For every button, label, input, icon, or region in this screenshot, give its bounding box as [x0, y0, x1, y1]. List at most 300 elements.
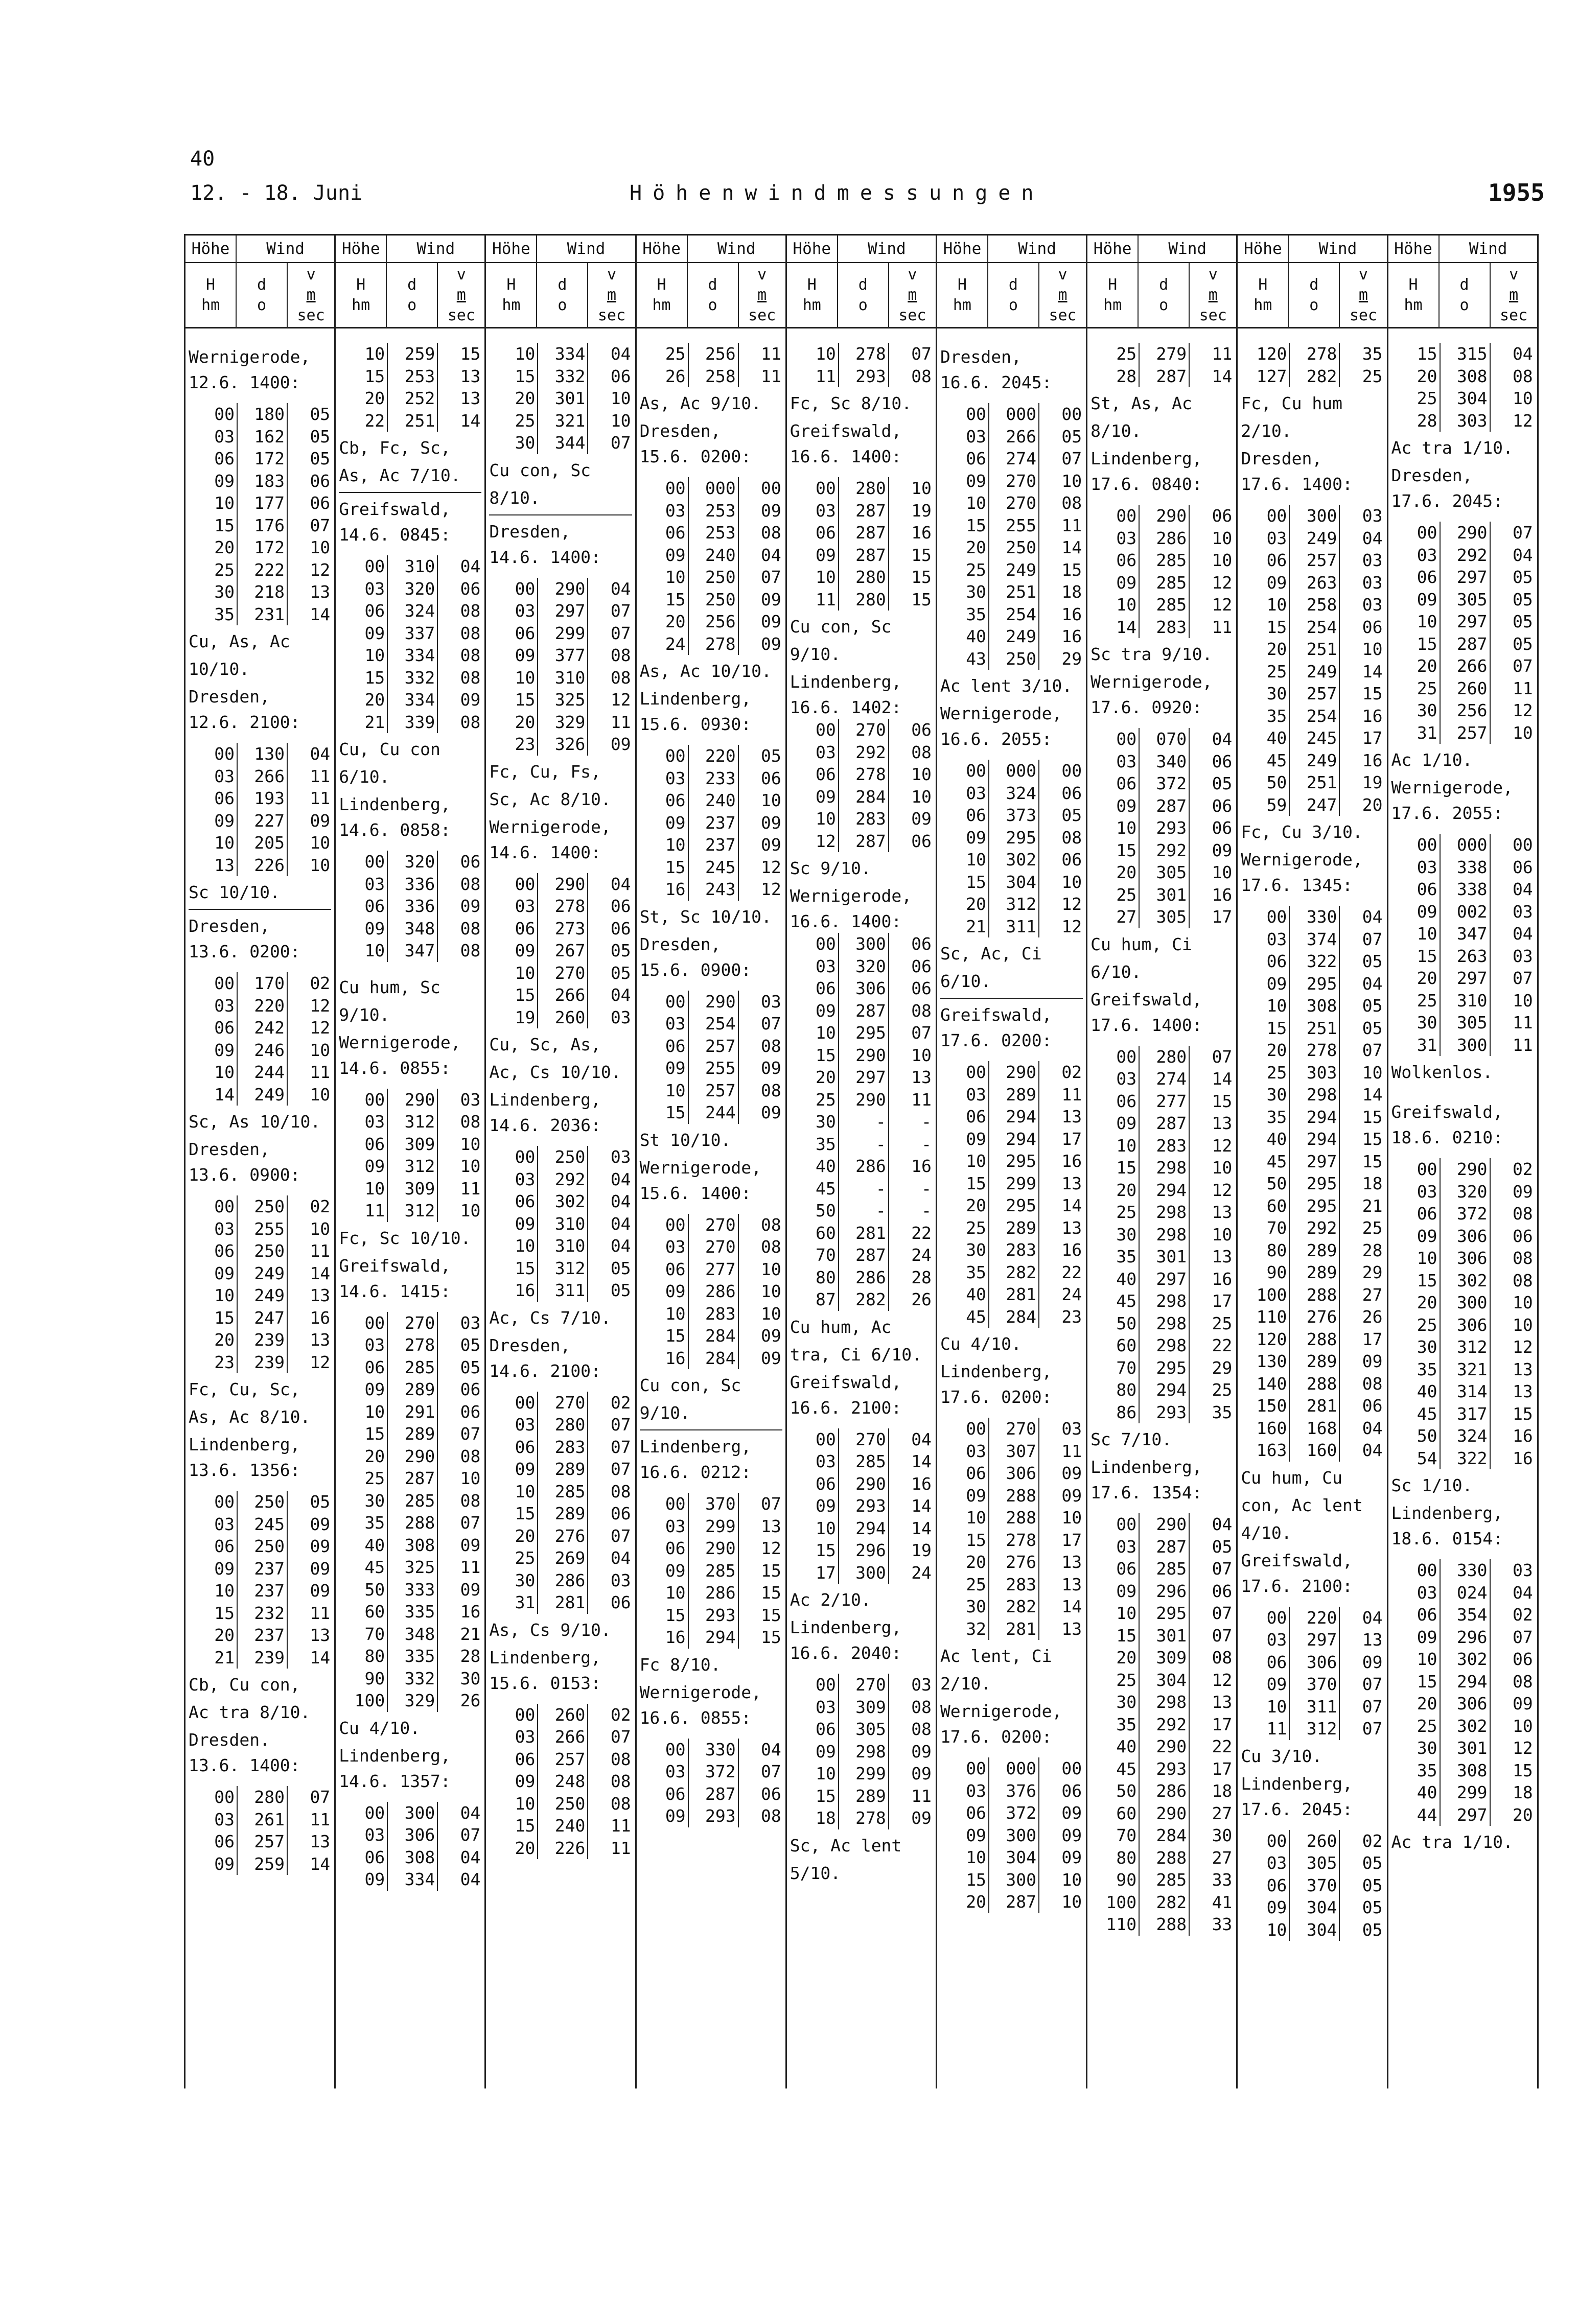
table-row [1087, 1135, 1236, 1157]
direction-cell: 290 [1441, 1158, 1491, 1181]
height-cell: 10 [1388, 611, 1441, 633]
table-row [937, 536, 1086, 559]
direction-cell: 290 [1140, 1802, 1190, 1825]
weather-note: Cu 4/10. [339, 1718, 421, 1738]
section-divider [189, 909, 331, 910]
table-row [486, 1569, 635, 1592]
table-row [1238, 1284, 1386, 1306]
height-cell: 25 [937, 1217, 989, 1239]
speed-cell: 28 [460, 1646, 481, 1666]
direction-cell: 256 [689, 611, 739, 633]
table-row [336, 387, 484, 410]
direction-cell: 293 [1140, 1401, 1190, 1424]
table-row [336, 667, 484, 689]
direction-cell: 309 [1140, 1647, 1190, 1669]
table-row [637, 1582, 785, 1604]
station-label: 12.6. 1400: [189, 372, 300, 392]
speed-cell: 14 [310, 1263, 331, 1283]
speed-cell: 04 [1212, 729, 1233, 749]
height-cell: 10 [937, 1846, 989, 1869]
speed-cell: 08 [761, 1036, 781, 1056]
direction-cell: 372 [689, 1760, 739, 1783]
d-symbol: d [1159, 275, 1169, 294]
speed-cell: 10 [1212, 1158, 1233, 1178]
table-row [486, 1837, 635, 1860]
section-divider [940, 998, 1083, 999]
v-unit-num: m [908, 286, 917, 304]
height-cell: 03 [637, 1013, 689, 1035]
table-row [1238, 794, 1386, 816]
speed-cell: 25 [1212, 1313, 1233, 1333]
hoehe-label: Höhe [1087, 236, 1139, 262]
table-row [937, 470, 1086, 492]
column-body [185, 328, 334, 1875]
speed-cell: 10 [1512, 1716, 1533, 1736]
height-cell: 00 [1238, 1607, 1290, 1629]
direction-cell: 297 [1441, 611, 1491, 633]
height-cell: 25 [185, 559, 238, 581]
height-cell: 10 [937, 1150, 989, 1172]
direction-cell: 254 [1290, 705, 1340, 727]
height-cell: 35 [1238, 705, 1290, 727]
direction-cell: 249 [1290, 749, 1340, 772]
direction-cell: 270 [989, 492, 1039, 514]
height-cell: 15 [1388, 945, 1441, 968]
height-cell: 35 [336, 1512, 388, 1534]
station-label: 16.6. 2055: [940, 729, 1052, 749]
column-body [1238, 328, 1386, 1941]
station-label: Dresden, [189, 687, 270, 707]
station-label: 16.6. 2045: [940, 372, 1052, 392]
table-row [185, 743, 334, 765]
height-cell: 00 [937, 1061, 989, 1084]
table-row [1388, 1314, 1537, 1336]
direction-cell: 289 [538, 1503, 588, 1525]
height-cell: 35 [1388, 1759, 1441, 1782]
speed-cell: 07 [911, 1023, 932, 1043]
speed-cell: 25 [1362, 366, 1383, 386]
direction-cell: 305 [1290, 1852, 1340, 1874]
table-row [1388, 343, 1537, 365]
direction-cell: 258 [1290, 594, 1340, 616]
spacer [336, 1303, 484, 1312]
table-row [637, 477, 785, 500]
d-symbol: d [558, 275, 567, 294]
table-row [1388, 1559, 1537, 1582]
height-cell: 127 [1238, 365, 1290, 388]
table-row [486, 895, 635, 918]
v-symbol: v [306, 265, 316, 284]
table-row [1388, 1225, 1537, 1248]
direction-cell: 330 [689, 1739, 739, 1761]
height-cell: 03 [1087, 1536, 1140, 1558]
height-cell: 30 [336, 1490, 388, 1512]
speed-cell: 14 [460, 410, 481, 431]
station-label: 16.6. 1402: [790, 697, 902, 717]
speed-cell: 21 [460, 1624, 481, 1644]
measurement-rows [1238, 505, 1386, 816]
direction-cell: 339 [388, 711, 438, 734]
station-label: Wernigerode, [639, 1157, 761, 1178]
direction-cell: 289 [538, 1458, 588, 1481]
table-row [1087, 1246, 1236, 1268]
table-row [1087, 1513, 1236, 1536]
table-row [937, 1084, 1086, 1106]
speed-cell: 09 [1362, 1652, 1383, 1672]
table-row [1238, 1718, 1386, 1740]
measurement-rows [1388, 522, 1537, 744]
speed-cell: 11 [761, 344, 781, 364]
table-row [787, 1539, 936, 1562]
wind-label: Wind [1018, 240, 1056, 258]
direction-cell: 304 [1290, 1896, 1340, 1919]
height-cell: 44 [1388, 1804, 1441, 1826]
d-unit: o [1309, 296, 1319, 314]
speed-cell: 09 [460, 896, 481, 916]
speed-cell: 06 [1212, 506, 1233, 526]
speed-cell: 08 [460, 874, 481, 894]
height-cell: 100 [1238, 1284, 1290, 1306]
height-cell: 14 [1087, 616, 1140, 639]
direction-cell: 299 [538, 622, 588, 645]
height-cell: 06 [336, 895, 388, 918]
direction-cell: 309 [388, 1133, 438, 1156]
height-cell: 20 [1388, 967, 1441, 990]
speed-cell: 18 [1061, 582, 1082, 602]
height-cell: 35 [1087, 1713, 1140, 1736]
speed-cell: 09 [1061, 1463, 1082, 1483]
speed-cell: 10 [1212, 1224, 1233, 1245]
speed-cell: 08 [610, 1481, 631, 1501]
table-row [787, 1066, 936, 1089]
column-body [1087, 328, 1236, 1936]
table-row [486, 689, 635, 711]
height-cell: 15 [1087, 1157, 1140, 1179]
wind-label: Wind [416, 240, 455, 258]
direction-cell: 282 [989, 1595, 1039, 1618]
table-row [937, 893, 1086, 915]
spacer [1388, 1149, 1537, 1158]
direction-cell: 276 [1290, 1306, 1340, 1328]
direction-cell: 282 [1290, 365, 1340, 388]
direction-cell: 288 [1140, 1847, 1190, 1869]
height-cell: 06 [1087, 1558, 1140, 1580]
height-cell: 11 [1238, 1718, 1290, 1740]
direction-cell: 308 [1441, 1759, 1491, 1782]
table-row [1388, 1759, 1537, 1782]
table-row [1238, 1151, 1386, 1173]
table-row [336, 1467, 484, 1490]
height-cell: 10 [787, 808, 839, 830]
measurement-rows [787, 343, 936, 387]
speed-cell: 07 [1362, 929, 1383, 949]
direction-cell: 370 [689, 1493, 739, 1515]
table-row [1388, 990, 1537, 1012]
height-cell: 35 [1087, 1246, 1140, 1268]
height-cell: 03 [937, 1084, 989, 1106]
station-label: Wernigerode, [489, 816, 611, 837]
speed-cell: 05 [1362, 951, 1383, 971]
speed-cell: 09 [1061, 1825, 1082, 1845]
weather-note: Fc, Sc 10/10. [339, 1228, 471, 1248]
direction-cell: 000 [1441, 834, 1491, 856]
height-cell: 13 [185, 854, 238, 877]
table-row [185, 1786, 334, 1809]
direction-cell: 297 [538, 600, 588, 622]
speed-cell: 12 [610, 690, 631, 710]
height-cell: 40 [1388, 1781, 1441, 1804]
station-label: 17.6. 0200: [940, 1030, 1052, 1050]
height-cell: 20 [336, 689, 388, 711]
direction-cell: 333 [388, 1579, 438, 1601]
table-row [937, 1061, 1086, 1084]
table-row [1087, 1201, 1236, 1224]
table-row [787, 1133, 936, 1156]
height-cell: 06 [1388, 878, 1441, 901]
direction-cell: 287 [689, 1783, 739, 1805]
table-row [1388, 1781, 1537, 1804]
direction-cell: 250 [538, 1146, 588, 1168]
table-row [937, 1194, 1086, 1217]
speed-cell: 02 [310, 1196, 331, 1216]
direction-cell: 277 [689, 1258, 739, 1281]
speed-cell: 04 [1362, 907, 1383, 927]
height-cell: 35 [1238, 1106, 1290, 1129]
direction-cell: 300 [1290, 505, 1340, 527]
speed-cell: 17 [1362, 1329, 1383, 1349]
table-row [1238, 928, 1386, 951]
height-cell: 00 [336, 555, 388, 578]
direction-cell: 257 [689, 1079, 739, 1102]
h-unit: hm [953, 296, 971, 314]
table-row [937, 514, 1086, 537]
height-cell: 00 [1087, 1513, 1140, 1536]
direction-cell: 314 [1441, 1380, 1491, 1403]
speed-cell: 09 [1512, 1181, 1533, 1202]
table-row [937, 1128, 1086, 1151]
direction-cell: 348 [388, 1623, 438, 1646]
direction-cell: 301 [1441, 1737, 1491, 1759]
table-row [1087, 1046, 1236, 1068]
height-cell: 06 [787, 977, 839, 1000]
direction-cell: 280 [1140, 1046, 1190, 1068]
wind-label: Wind [567, 240, 606, 258]
direction-cell: 263 [1290, 572, 1340, 594]
table-row [1388, 1582, 1537, 1604]
speed-cell: 08 [911, 1719, 932, 1739]
direction-cell: 312 [388, 1200, 438, 1222]
table-row [787, 1044, 936, 1067]
speed-cell: 06 [610, 1504, 631, 1523]
spacer [185, 734, 334, 743]
height-cell: 00 [637, 1493, 689, 1515]
speed-cell: 11 [310, 1809, 331, 1829]
direction-cell: 285 [538, 1481, 588, 1503]
direction-cell: 287 [989, 1891, 1039, 1913]
table-row [787, 719, 936, 741]
speed-cell: 10 [761, 790, 781, 810]
table-row [336, 343, 484, 365]
direction-cell: 297 [1441, 566, 1491, 589]
speed-cell: 10 [1061, 471, 1082, 491]
direction-cell: 257 [1441, 722, 1491, 744]
direction-cell: 281 [989, 1618, 1039, 1640]
direction-cell: 292 [1441, 544, 1491, 567]
table-row [937, 1306, 1086, 1328]
spacer [937, 1748, 1086, 1757]
direction-cell: 249 [1290, 661, 1340, 683]
table-row [937, 827, 1086, 849]
height-cell: 25 [1388, 1715, 1441, 1738]
height-cell: 06 [1388, 566, 1441, 589]
direction-cell: 246 [238, 1039, 288, 1062]
speed-cell: 00 [1061, 761, 1082, 781]
table-row [937, 1595, 1086, 1618]
direction-cell: 303 [1441, 410, 1491, 432]
direction-cell: 299 [689, 1515, 739, 1538]
table-row [1087, 1224, 1236, 1246]
speed-cell: 11 [310, 1062, 331, 1082]
direction-cell: 294 [689, 1626, 739, 1649]
table-row [937, 603, 1086, 626]
speed-cell: 35 [1362, 344, 1383, 364]
table-row [336, 1089, 484, 1111]
table-row [1388, 365, 1537, 388]
speed-cell: 08 [1512, 1270, 1533, 1290]
direction-cell: 227 [238, 810, 288, 832]
weather-note: Sc 10/10. [189, 882, 280, 902]
direction-cell: - [839, 1200, 889, 1222]
height-cell: 40 [336, 1534, 388, 1557]
speed-cell: 27 [1362, 1284, 1383, 1305]
height-cell: 09 [1087, 572, 1140, 594]
table-row [1388, 1648, 1537, 1671]
height-cell: 21 [937, 915, 989, 938]
speed-cell: 08 [1512, 366, 1533, 386]
station-label: 13.6. 1356: [189, 1460, 300, 1480]
table-row [787, 977, 936, 1000]
weather-note: Fc, Cu, Sc, [189, 1379, 300, 1399]
height-cell: 25 [1087, 884, 1140, 906]
height-cell: 03 [937, 782, 989, 805]
table-row [336, 918, 484, 940]
table-column [787, 234, 937, 2088]
height-cell: 09 [185, 470, 238, 492]
speed-cell: 00 [1061, 404, 1082, 424]
speed-cell: 04 [610, 1236, 631, 1256]
table-row [336, 1824, 484, 1846]
direction-cell: 284 [989, 1306, 1039, 1328]
direction-cell: 247 [1290, 794, 1340, 816]
table-row [937, 1418, 1086, 1440]
speed-cell: 14 [1061, 1195, 1082, 1215]
direction-cell: - [839, 1178, 889, 1200]
table-row [937, 1150, 1086, 1172]
weather-note: Ac lent 3/10. [940, 676, 1073, 696]
direction-cell: 372 [1441, 1203, 1491, 1225]
station-label: Lindenberg, [1090, 449, 1202, 468]
speed-cell: 14 [310, 1853, 331, 1874]
speed-cell: 05 [1362, 1919, 1383, 1940]
speed-cell: 00 [1061, 1758, 1082, 1778]
table-row [1087, 1580, 1236, 1603]
v-symbol: v [757, 265, 767, 284]
direction-cell: 306 [1441, 1314, 1491, 1336]
table-row [1388, 1270, 1537, 1292]
speed-cell: 05 [1362, 1853, 1383, 1873]
direction-cell: 294 [989, 1128, 1039, 1151]
table-row [937, 581, 1086, 603]
weather-note: As, Ac 7/10. [339, 465, 461, 485]
height-cell: 15 [336, 667, 388, 689]
height-cell: 09 [637, 544, 689, 567]
height-cell: 30 [1388, 1336, 1441, 1358]
speed-cell: 08 [1512, 1204, 1533, 1224]
direction-cell: 330 [1290, 906, 1340, 928]
height-cell: 150 [1238, 1395, 1290, 1417]
height-cell: 40 [787, 1155, 839, 1178]
station-label: Lindenberg, [489, 1090, 601, 1110]
table-row [637, 789, 785, 812]
table-row [1087, 1379, 1236, 1401]
speed-cell: 12 [1512, 410, 1533, 431]
direction-cell: 292 [1290, 1217, 1340, 1239]
speed-cell: 07 [1061, 449, 1082, 468]
v-symbol: v [1208, 265, 1218, 284]
height-cell: 16 [637, 1626, 689, 1649]
direction-cell: 374 [1290, 928, 1340, 951]
direction-cell: 290 [1140, 1513, 1190, 1536]
speed-cell: 12 [1512, 700, 1533, 720]
direction-cell: 338 [1441, 878, 1491, 901]
table-row [185, 1307, 334, 1329]
speed-cell: 03 [1512, 946, 1533, 966]
table-row [486, 1481, 635, 1503]
table-row [185, 1580, 334, 1602]
page-number: 40 [190, 147, 215, 171]
height-cell: 09 [336, 1868, 388, 1891]
v-symbol: v [908, 265, 917, 284]
speed-cell: 11 [1212, 344, 1233, 364]
direction-cell: 286 [689, 1280, 739, 1303]
speed-cell: 10 [460, 1468, 481, 1488]
direction-cell: 298 [1140, 1224, 1190, 1246]
direction-cell: 250 [238, 1535, 288, 1558]
table-row [486, 410, 635, 432]
spacer [1388, 1089, 1537, 1098]
table-column [185, 234, 336, 2088]
table-row [1388, 1737, 1537, 1759]
direction-cell: 289 [989, 1084, 1039, 1106]
column-body [787, 328, 936, 1885]
table-row [486, 1146, 635, 1168]
table-row [787, 544, 936, 567]
speed-cell: 07 [1512, 1627, 1533, 1647]
direction-cell: 288 [1290, 1373, 1340, 1395]
direction-cell: 296 [839, 1539, 889, 1562]
direction-cell: 250 [689, 589, 739, 611]
speed-cell: 09 [911, 809, 932, 829]
speed-cell: 09 [911, 1741, 932, 1762]
table-row [1238, 661, 1386, 683]
height-cell: 35 [937, 603, 989, 626]
table-row [637, 767, 785, 790]
spacer [1238, 897, 1386, 906]
table-row [486, 622, 635, 645]
speed-cell: 11 [1512, 1035, 1533, 1055]
direction-cell: 325 [538, 689, 588, 711]
direction-cell: 330 [1441, 1559, 1491, 1582]
